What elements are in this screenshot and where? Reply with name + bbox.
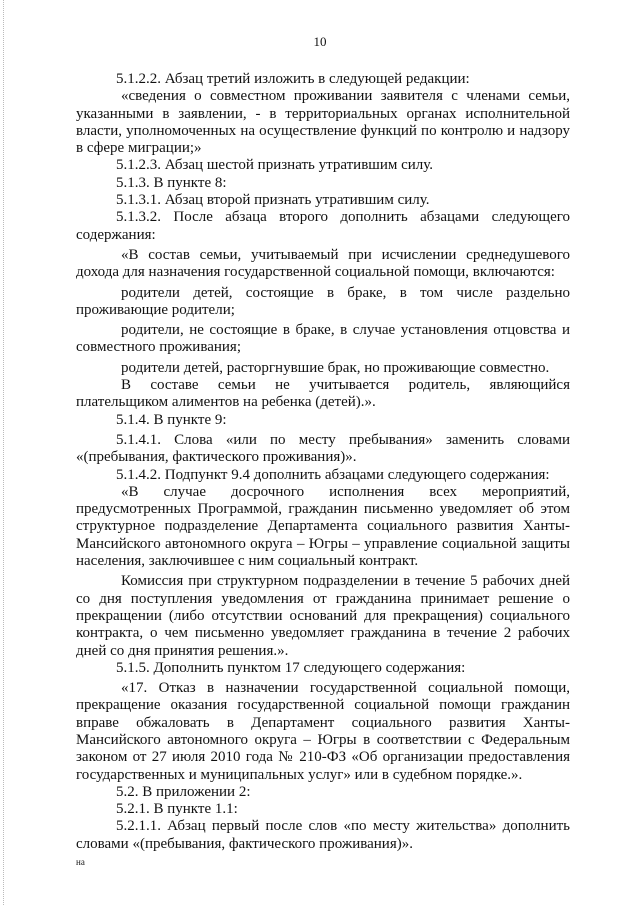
paragraph: «сведения о совместном проживании заявителя с членами семьи, указанными в заявлении, - в территориальных органах исполнительной власти, уполномоченных на осуществление функций по контролю и надзору в сфере миграции;» (76, 88, 570, 157)
paragraph: «В случае досрочного исполнения всех мероприятий, предусмотренных Программой, гражданин письменно уведомляет об этом структурное подразделение Департамента социального развития Ханты-Мансийского автономного округа – Югры – управление социальной защиты населения, заключившее с ним социальный контракт. (76, 483, 570, 570)
paragraph: родители детей, состоящие в браке, в том числе раздельно проживающие родители; (76, 284, 570, 318)
paragraph: 5.1.2.2. Абзац третий изложить в следующей редакции: (116, 71, 470, 87)
paragraph: Комиссия при структурном подразделении в течение 5 рабочих дней со дня поступления уведомления от гражданина принимает решение о прекращении (либо отсутствии оснований для прекращения) социального контракта, о чем письменно уведомляет гражданина в течение 2 рабочих дней со дня принятия решения.». (76, 573, 570, 659)
paragraph: родители, не состоящие в браке, в случае установления отцовства и совместного проживания; (76, 322, 570, 356)
paragraph: 5.1.5. Дополнить пунктом 17 следующего содержания: (116, 659, 466, 676)
page-edge-line (3, 0, 4, 905)
paragraph: 5.1.3.1. Абзац второй признать утратившим силу. (116, 192, 430, 209)
page-number: 10 (313, 34, 327, 49)
paragraph: 5.2.1.1. Абзац первый после слов «по месту жительства» дополнить словами «(пребывания, фактического проживания)». (76, 818, 570, 852)
paragraph: 5.1.4.2. Подпункт 9.4 дополнить абзацами следующего содержания: (116, 466, 550, 483)
paragraph: 5.1.2.3. Абзац шестой признать утратившим силу. (116, 157, 434, 174)
paragraph: 5.1.4.1. Слова «или по месту пребывания» заменить словами «(пребывания, фактического проживания)». (76, 431, 570, 466)
paragraph: 5.1.3.2. После абзаца второго дополнить абзацами следующего содержания: (76, 209, 570, 243)
paragraph: В составе семьи не учитывается родитель, являющийся плательщиком алиментов на ребенка (детей).». (76, 377, 570, 411)
paragraph: «В состав семьи, учитываемый при исчислении среднедушевого дохода для назначения государственной социальной помощи, включаются: (76, 246, 570, 281)
paragraph: 5.1.3. В пункте 8: (116, 174, 227, 191)
document-body (76, 71, 570, 853)
paragraph: 5.2. В приложении 2: (116, 783, 251, 800)
footer-marker: на (76, 857, 85, 867)
paragraph: родители детей, расторгнувшие брак, но проживающие совместно. (121, 359, 550, 376)
paragraph: 5.2.1. В пункте 1.1: (116, 801, 238, 818)
paragraph: «17. Отказ в назначении государственной социальной помощи, прекращение оказания государственной социальной помощи гражданин вправе обжаловать в Департамент социального развития Ханты-Мансийского автономного округа – Югры в соответствии с Федеральным законом от 27 июля 2010 года № 210-ФЗ «Об организации предоставления государственных и муниципальных услуг» или в судебном порядке.». (76, 680, 570, 783)
paragraph: 5.1.4. В пункте 9: (116, 411, 227, 428)
